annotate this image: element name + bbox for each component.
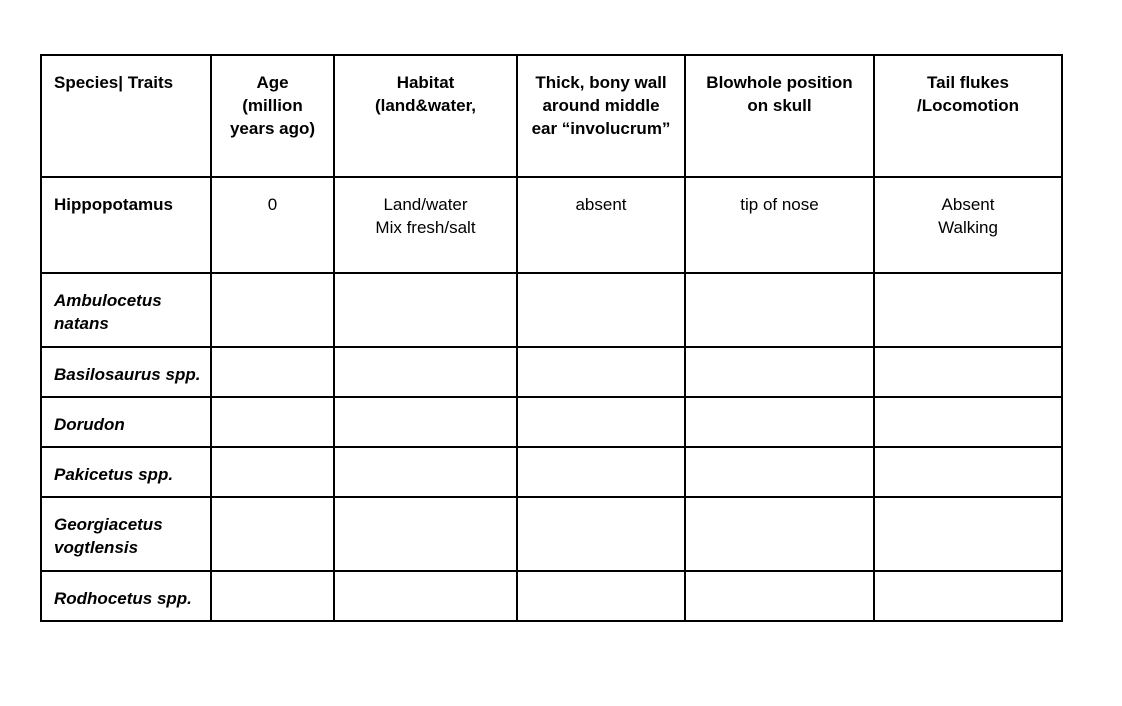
table-row-rodhocetus xyxy=(41,571,1062,621)
cell-blowhole[interactable] xyxy=(685,273,874,347)
header-age-line: (million xyxy=(242,96,303,115)
cell-age[interactable] xyxy=(211,447,334,497)
cell-blowhole[interactable]: tip of nose xyxy=(685,177,874,273)
header-involucrum-line: around middle xyxy=(542,96,660,115)
cell-tail-flukes[interactable] xyxy=(874,447,1062,497)
header-tail-line: Tail flukes xyxy=(927,73,1009,92)
header-species-traits: Species| Traits xyxy=(41,55,211,177)
cell-habitat[interactable] xyxy=(334,397,517,447)
header-age xyxy=(211,55,334,177)
cell-age[interactable] xyxy=(211,273,334,347)
header-blowhole-line: on skull xyxy=(747,96,812,115)
species-name: Ambulocetus natans xyxy=(41,273,211,347)
cell-tail-line: Walking xyxy=(938,218,998,237)
cell-involucrum[interactable] xyxy=(517,273,685,347)
table-row-ambulocetus xyxy=(41,273,1062,347)
table-row-hippopotamus xyxy=(41,177,1062,273)
cell-involucrum[interactable]: absent xyxy=(517,177,685,273)
species-name: Rodhocetus spp. xyxy=(41,571,211,621)
header-tail-flukes xyxy=(874,55,1062,177)
cell-involucrum[interactable] xyxy=(517,571,685,621)
cell-tail-flukes[interactable] xyxy=(874,177,1062,273)
cell-habitat[interactable] xyxy=(334,447,517,497)
species-name: Pakicetus spp. xyxy=(41,447,211,497)
cell-involucrum[interactable] xyxy=(517,397,685,447)
cell-blowhole[interactable] xyxy=(685,571,874,621)
header-age-line: Age xyxy=(256,73,289,92)
cell-habitat[interactable] xyxy=(334,273,517,347)
header-blowhole-line: Blowhole position xyxy=(706,73,853,92)
cell-habitat[interactable] xyxy=(334,571,517,621)
cell-blowhole[interactable] xyxy=(685,497,874,571)
header-blowhole xyxy=(685,55,874,177)
cell-tail-flukes[interactable] xyxy=(874,571,1062,621)
table-row-basilosaurus xyxy=(41,347,1062,397)
cell-habitat[interactable] xyxy=(334,497,517,571)
cell-tail-line: Absent xyxy=(941,195,995,214)
header-tail-line: /Locomotion xyxy=(917,96,1019,115)
cell-age[interactable] xyxy=(211,497,334,571)
cell-blowhole[interactable] xyxy=(685,397,874,447)
header-involucrum xyxy=(517,55,685,177)
cell-blowhole[interactable] xyxy=(685,447,874,497)
table-row-georgiacetus xyxy=(41,497,1062,571)
header-involucrum-line: Thick, bony wall xyxy=(535,73,667,92)
cell-habitat-line: Land/water xyxy=(383,195,468,214)
species-traits-table xyxy=(40,54,1063,622)
header-involucrum-line: ear “involucrum” xyxy=(531,119,671,138)
species-name: Basilosaurus spp. xyxy=(41,347,211,397)
header-habitat-line: Habitat xyxy=(396,73,455,92)
table-row-pakicetus xyxy=(41,447,1062,497)
species-name: Dorudon xyxy=(41,397,211,447)
cell-age[interactable] xyxy=(211,397,334,447)
cell-tail-flukes[interactable] xyxy=(874,273,1062,347)
cell-tail-flukes[interactable] xyxy=(874,397,1062,447)
header-age-line: years ago) xyxy=(229,119,316,138)
cell-involucrum[interactable] xyxy=(517,447,685,497)
table-header-row xyxy=(41,55,1062,177)
header-habitat-line: (land&water, xyxy=(374,96,477,115)
cell-tail-flukes[interactable] xyxy=(874,497,1062,571)
cell-habitat[interactable] xyxy=(334,347,517,397)
cell-age[interactable] xyxy=(211,347,334,397)
species-name: Georgiacetus vogtlensis xyxy=(41,497,211,571)
table-row-dorudon xyxy=(41,397,1062,447)
cell-age[interactable]: 0 xyxy=(211,177,334,273)
cell-habitat[interactable] xyxy=(334,177,517,273)
cell-tail-flukes[interactable] xyxy=(874,347,1062,397)
species-name: Hippopotamus xyxy=(41,177,211,273)
cell-involucrum[interactable] xyxy=(517,347,685,397)
cell-age[interactable] xyxy=(211,571,334,621)
cell-blowhole[interactable] xyxy=(685,347,874,397)
cell-involucrum[interactable] xyxy=(517,497,685,571)
cell-habitat-line: Mix fresh/salt xyxy=(375,218,476,237)
header-habitat xyxy=(334,55,517,177)
